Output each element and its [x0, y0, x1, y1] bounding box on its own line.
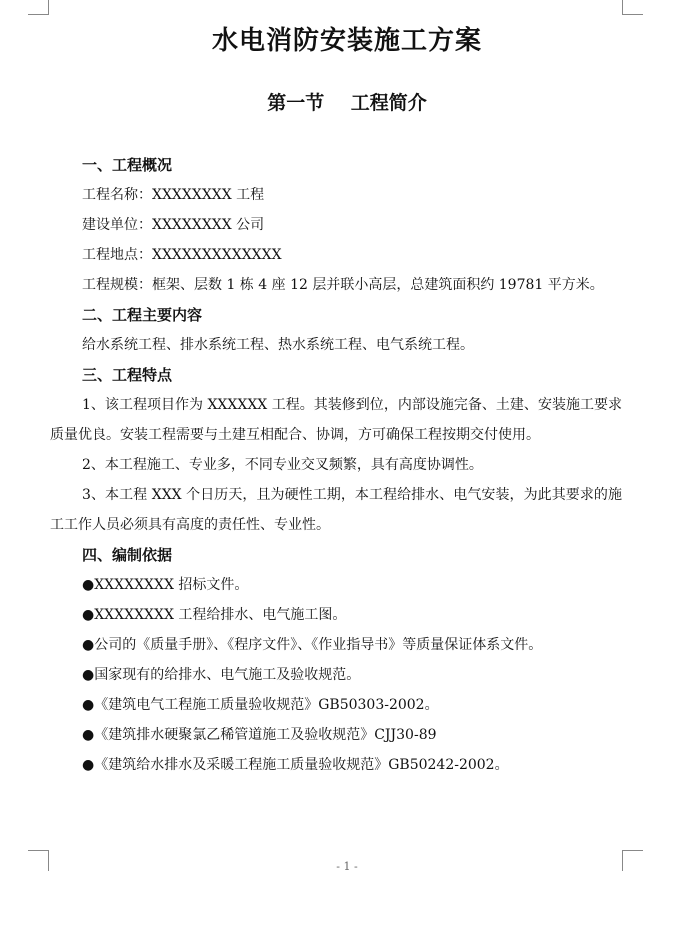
basis-item-text: XXXXXXXX 招标文件。	[94, 577, 249, 593]
overview-scale: 工程规模：框架、层数 1 栋 4 座 12 层并联小高层，总建筑面积约 19781 平方米。	[82, 277, 604, 293]
basis-item-text: XXXXXXXX 工程给排水、电气施工图。	[94, 607, 347, 623]
feature-paragraph: 2、本工程施工、专业多，不同专业交叉频繁，具有高度协调性。	[82, 457, 483, 473]
section-title: 第一节 工程简介	[267, 92, 427, 114]
overview-line: 工程地点：XXXXXXXXXXXXX	[82, 247, 282, 263]
bullet-icon: ●	[82, 667, 95, 683]
feature-paragraph: 1、该工程项目作为 XXXXXX 工程。其装修到位，内部设施完备、土建、安装施工要求质量优良。安装工程需要与土建互相配合、协调，方可确保工程按期交付使用。	[50, 397, 622, 443]
bullet-icon: ●	[82, 637, 95, 653]
document-body	[50, 150, 622, 780]
heading-overview: 一、工程概况	[82, 156, 173, 174]
basis-item	[50, 570, 622, 600]
basis-item-text: 《建筑排水硬聚氯乙稀管道施工及验收规范》CJJ30-89	[94, 727, 437, 743]
basis-item	[50, 630, 622, 660]
basis-item	[50, 660, 622, 690]
feature-paragraph: 3、本工程 XXX 个日历天，且为硬性工期，本工程给排水、电气安装，为此其要求的施工工作人员必须具有高度的责任性、专业性。	[50, 487, 622, 533]
corner-mark-top-left	[28, 0, 49, 15]
heading-features: 三、工程特点	[82, 366, 173, 384]
basis-item-text: 公司的《质量手册》、《程序文件》、《作业指导书》等质量保证体系文件。	[94, 637, 543, 653]
heading-basis: 四、编制依据	[82, 546, 173, 564]
bullet-icon: ●	[82, 697, 95, 713]
basis-item-text: 《建筑给水排水及采暖工程施工质量验收规范》GB50242-2002。	[94, 757, 509, 773]
page-number: - 1 -	[336, 860, 358, 873]
basis-item-text: 《建筑电气工程施工质量验收规范》GB50303-2002。	[94, 697, 439, 713]
basis-item	[50, 600, 622, 630]
bullet-icon: ●	[82, 727, 95, 743]
basis-item	[50, 690, 622, 720]
overview-line: 工程名称：XXXXXXXX 工程	[82, 187, 265, 203]
main-content-text: 给水系统工程、排水系统工程、热水系统工程、电气系统工程。	[82, 337, 474, 353]
overview-line: 建设单位：XXXXXXXX 公司	[82, 217, 265, 233]
document-title: 水电消防安装施工方案	[211, 26, 482, 56]
basis-item	[50, 720, 622, 750]
basis-item	[50, 750, 622, 780]
heading-main-content: 二、工程主要内容	[82, 306, 203, 324]
bullet-icon: ●	[82, 607, 95, 623]
bullet-icon: ●	[82, 577, 95, 593]
bullet-icon: ●	[82, 757, 95, 773]
corner-mark-top-right	[622, 0, 643, 15]
basis-item-text: 国家现有的给排水、电气施工及验收规范。	[94, 667, 361, 683]
